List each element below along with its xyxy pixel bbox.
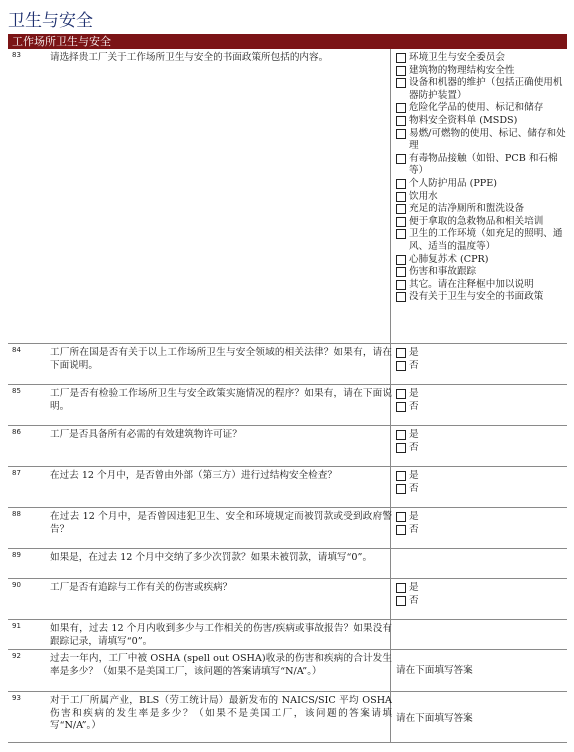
checkbox-option-yes[interactable] [396,511,567,524]
checkbox-option-yes[interactable] [396,582,567,595]
checkbox[interactable] [396,154,406,164]
checkbox-option[interactable] [396,216,567,229]
option-label: 建筑物的物理结构安全性 [409,64,515,76]
option-label: 卫生的工作环境（如充足的照明、通风、适当的温度等） [409,228,563,252]
checkbox-option-no[interactable] [396,595,567,608]
checkbox-option-yes[interactable] [396,388,567,401]
option-label: 否 [409,594,419,606]
question-text: 工厂所在国是否有关于以上工作场所卫生与安全领域的相关法律？如果有，请在下面说明。 [50,347,392,371]
option-label: 否 [409,400,419,412]
question-row [8,692,567,743]
checkbox[interactable] [396,179,406,189]
question-row [8,579,567,620]
checkbox-option-no[interactable] [396,524,567,537]
question-number: 93 [12,694,21,702]
question-row [8,549,567,579]
checkbox-option-no[interactable] [396,442,567,455]
option-label: 否 [409,523,419,535]
option-label: 心肺复苏术 (CPR) [409,253,489,265]
checkbox[interactable] [396,229,406,239]
checkbox[interactable] [396,583,406,593]
checkbox-option[interactable] [396,291,567,304]
checkbox-option[interactable] [396,266,567,279]
option-label: 是 [409,511,419,522]
option-label: 个人防护用品 (PPE) [409,177,498,189]
checkbox[interactable] [396,116,406,126]
question-row [8,508,567,549]
checkbox-option-yes[interactable] [396,470,567,483]
question-text: 在过去 12 个月中，是否曾因违犯卫生、安全和环境规定而被罚款或受到政府警告？ [50,511,392,535]
question-number: 83 [12,51,21,59]
question-number: 91 [12,622,21,630]
question-number: 86 [12,428,21,436]
option-label: 物料安全资料单 (MSDS) [409,114,518,126]
checkbox-option[interactable] [396,191,567,204]
question-text: 工厂是否具备所有必需的有效建筑物许可证？ [50,429,242,440]
checkbox[interactable] [396,217,406,227]
question-number: 84 [12,346,21,354]
option-label: 充足的洁净厕所和盥洗设备 [409,203,525,215]
checkbox[interactable] [396,348,406,358]
checkbox-option[interactable] [396,228,567,253]
question-number: 89 [12,551,21,559]
answer-options [396,582,567,607]
answer-field[interactable] [396,665,567,678]
option-label: 是 [409,388,419,399]
question-text: 过去一年内，工厂中被 OSHA (spell out OSHA)收录的伤害和疾病的合计发生率是多少？（如果不是美国工厂，该问题的答案请填写“N/A”。） [50,653,392,677]
checkbox[interactable] [396,525,406,535]
checkbox-option[interactable] [396,52,567,65]
checkbox-option[interactable] [396,279,567,292]
option-label: 是 [409,582,419,593]
question-row [8,344,567,385]
checkbox-option[interactable] [396,254,567,267]
checkbox[interactable] [396,53,406,63]
question-number: 85 [12,387,21,395]
question-text: 在过去 12 个月中，是否曾由外部（第三方）进行过结构安全检查？ [50,470,337,481]
question-row [8,467,567,508]
option-label: 否 [409,482,419,494]
checkbox-option-no[interactable] [396,483,567,496]
checkbox[interactable] [396,255,406,265]
section-header: 工作场所卫生与安全 [8,34,567,49]
question-text: 如果是，在过去 12 个月中交纳了多少次罚款？如果未被罚款，请填写“0”。 [50,552,373,563]
checkbox-option[interactable] [396,102,567,115]
option-label: 有毒物品接触（如铅、PCB 和石棉等） [409,152,558,177]
checkbox[interactable] [396,512,406,522]
answer-options [396,388,567,413]
option-label: 危险化学品的使用、标记和储存 [409,102,544,114]
option-label: 其它。请在注释框中加以说明 [409,278,534,290]
option-label: 设备和机器的维护（包括正确使用机器防护装置） [409,77,563,101]
question-text: 工厂是否有追踪与工作有关的伤害或疾病？ [50,582,233,593]
checkbox-option[interactable] [396,153,567,178]
option-label: 便于拿取的急救物品和相关培训 [409,215,544,227]
page-title: 卫生与安全 [8,11,93,31]
answer-options [396,511,567,536]
checkbox-option[interactable] [396,178,567,191]
answer-hint: 请在下面填写答案 [396,665,473,676]
checkbox[interactable] [396,78,406,88]
checkbox[interactable] [396,443,406,453]
answer-options [396,429,567,454]
option-label: 环境卫生与安全委员会 [409,52,505,63]
question-row [8,620,567,650]
checkbox[interactable] [396,292,406,302]
checkbox[interactable] [396,192,406,202]
option-label: 否 [409,441,419,453]
option-label: 是 [409,347,419,358]
checkbox[interactable] [396,267,406,277]
checkbox[interactable] [396,204,406,214]
option-label: 没有关于卫生与安全的书面政策 [409,291,544,303]
checkbox-option[interactable] [396,128,567,153]
question-row [8,650,567,692]
option-label: 否 [409,359,419,371]
question-text: 工厂是否有检验工作场所卫生与安全政策实施情况的程序？如果有，请在下面说明。 [50,388,392,412]
question-number: 88 [12,510,21,518]
option-label: 饮用水 [409,190,438,202]
question-number: 87 [12,469,21,477]
answer-hint: 请在下面填写答案 [396,713,473,724]
question-text: 如果有，过去 12 个月内收到多少与工作相关的伤害/疾病或事故报告？如果没有跟踪记录，请填写“0”。 [50,623,392,647]
checkbox[interactable] [396,430,406,440]
answer-options [396,52,567,304]
question-row [8,49,567,344]
checkbox-option-no[interactable] [396,401,567,414]
option-label: 是 [409,470,419,481]
checkbox[interactable] [396,402,406,412]
option-label: 易燃/可燃物的使用、标记、储存和处理 [409,127,566,152]
answer-field[interactable] [396,713,567,726]
checkbox[interactable] [396,389,406,399]
checkbox-option-yes[interactable] [396,429,567,442]
answer-options [396,470,567,495]
column-divider [390,49,391,344]
question-text: 请选择贵工厂关于工作场所卫生与安全的书面政策所包括的内容。 [50,52,329,63]
checkbox[interactable] [396,596,406,606]
question-text: 对于工厂所属产业，BLS（劳工统计局）最新发布的 NAICS/SIC 平均 OSHA 伤害和疾病的发生率是多少？（如果不是美国工厂，该问题的答案请填写“N/A”。） [50,695,392,732]
checkbox[interactable] [396,361,406,371]
checkbox-option[interactable] [396,203,567,216]
checkbox-option[interactable] [396,115,567,128]
question-row [8,426,567,467]
question-row [8,385,567,426]
checkbox[interactable] [396,103,406,113]
checkbox-option-no[interactable] [396,360,567,373]
checkbox-option[interactable] [396,77,567,102]
checkbox[interactable] [396,66,406,76]
checkbox-option-yes[interactable] [396,347,567,360]
checkbox[interactable] [396,484,406,494]
question-number: 92 [12,652,21,660]
option-label: 是 [409,429,419,440]
checkbox[interactable] [396,129,406,139]
checkbox[interactable] [396,280,406,290]
option-label: 伤害和事故跟踪 [409,266,477,278]
checkbox-option[interactable] [396,65,567,78]
checkbox[interactable] [396,471,406,481]
answer-options [396,347,567,372]
question-number: 90 [12,581,21,589]
